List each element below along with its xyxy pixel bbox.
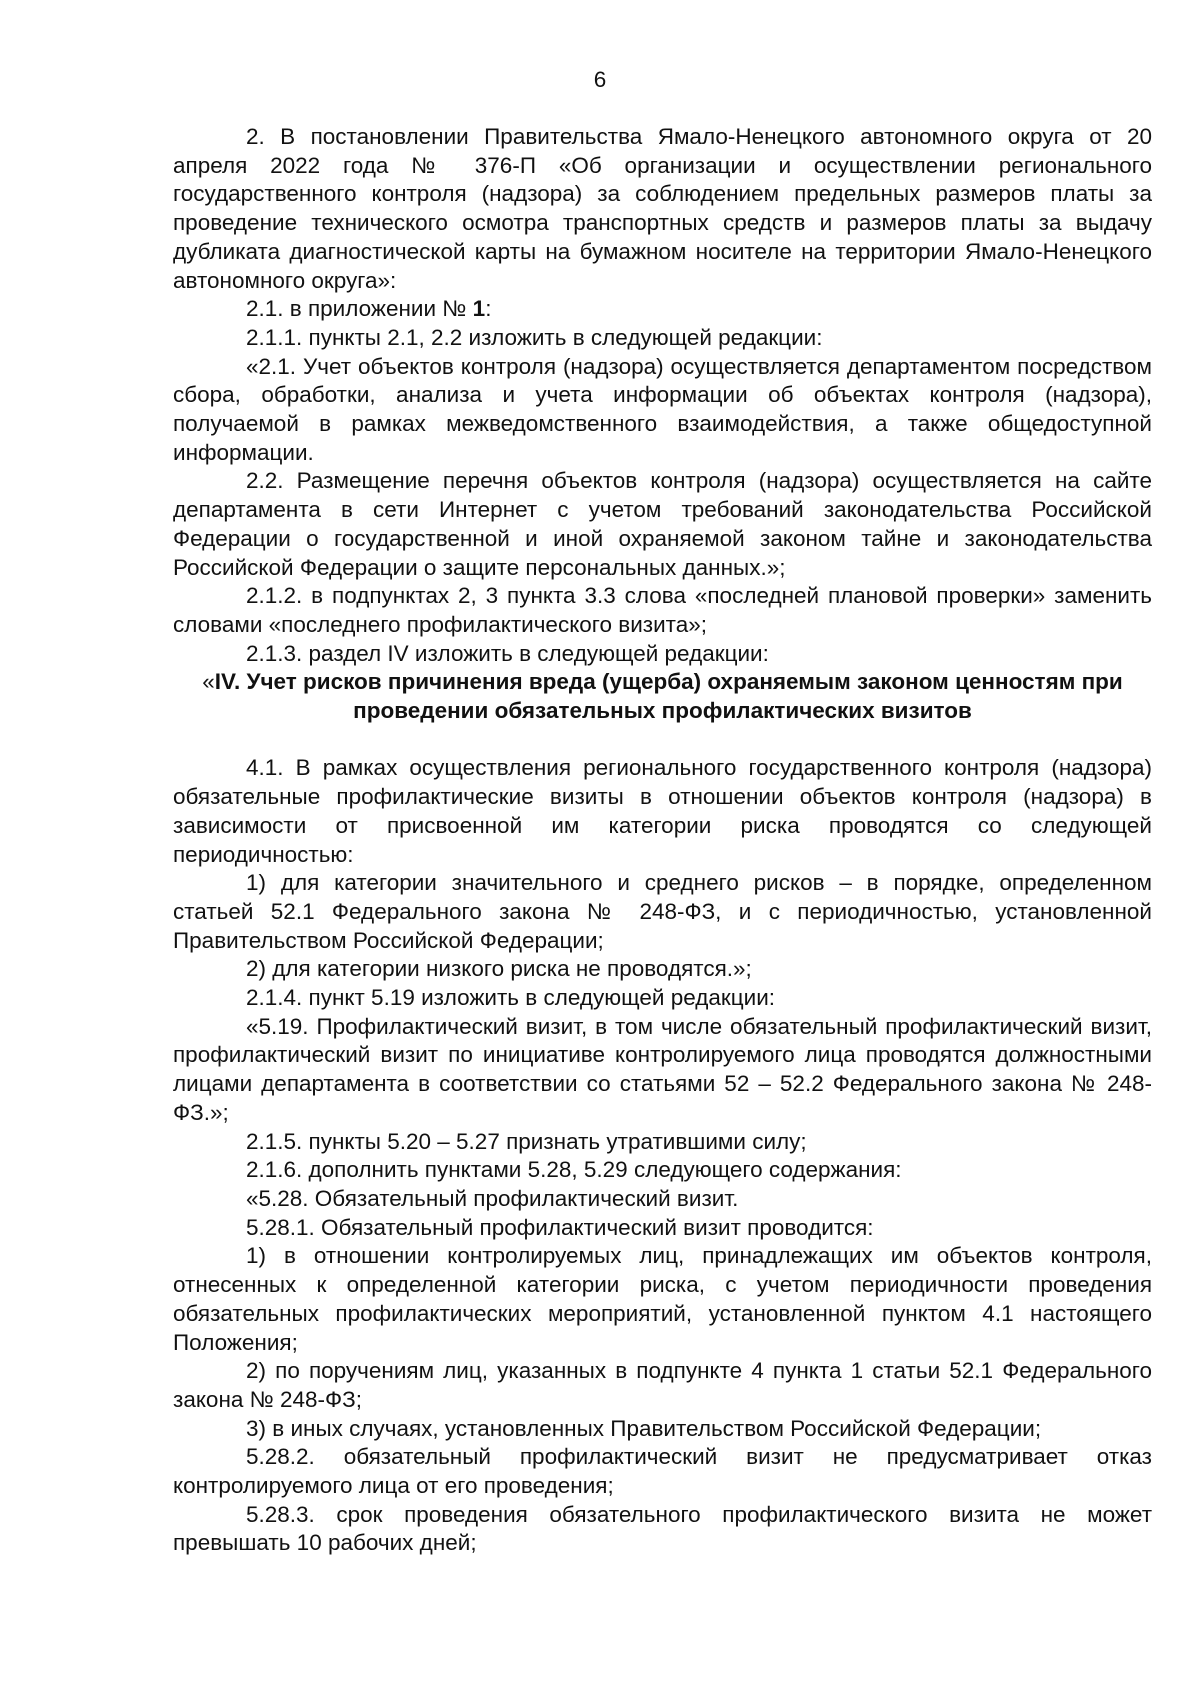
paragraph: 2) для категории низкого риска не проводятся.»; — [246, 956, 752, 982]
paragraph: 4.1. В рамках осуществления регионального государственного контроля (надзора) обязательные профилактические визиты в отношении объектов контроля (надзора) в зависимости от присвоенной им категории риска проводятся со следующей периодичностью: — [173, 755, 1152, 867]
paragraph: 2.1.3. раздел IV изложить в следующей редакции: — [246, 640, 769, 666]
section-heading — [173, 668, 1152, 725]
paragraph: 1) в отношении контролируемых лиц, принадлежащих им объектов контроля, отнесенных к определенной категории риска, с учетом периодичности проведения обязательных профилактических мероприятий, установленной пунктом 4.1 настоящего Положения; — [173, 1243, 1152, 1355]
paragraph: 2.1.2. в подпунктах 2, 3 пункта 3.3 слова «последней плановой проверки» заменить словами «последнего профилактического визита»; — [173, 583, 1152, 637]
paragraph: 2.1.6. дополнить пунктами 5.28, 5.29 следующего содержания: — [246, 1157, 902, 1183]
paragraph-appendix — [173, 295, 1152, 324]
paragraph: 2.1.4. пункт 5.19 изложить в следующей редакции: — [246, 985, 776, 1011]
paragraph: 2.1.1. пункты 2.1, 2.2 изложить в следующей редакции: — [246, 324, 823, 350]
paragraph: «5.19. Профилактический визит, в том числе обязательный профилактический визит, профилактический визит по инициативе контролируемого лица проводятся должностными лицами департамента в соответствии со статьями 52 – 52.2 Федерального закона № 248-ФЗ.»; — [173, 1013, 1152, 1125]
paragraph: 3) в иных случаях, установленных Правительством Российской Федерации; — [246, 1415, 1042, 1441]
paragraph: 2. В постановлении Правительства Ямало-Ненецкого автономного округа от 20 апреля 2022 года № 376-П «Об организации и осуществлении регионального государственного контроля (надзора) за соблюдением предельных размеров платы за проведение технического осмотра транспортных средств и размеров платы за выдачу дубликата диагностической карты на бумажном носителе на территории Ямало-Ненецкого автономного округа»: — [173, 124, 1152, 293]
paragraph: 2.2. Размещение перечня объектов контроля (надзора) осуществляется на сайте департамента в сети Интернет с учетом требований законодательства Российской Федерации о государственной и иной охраняемой законом тайне и законодательства Российской Федерации о защите персональных данных.»; — [173, 468, 1152, 580]
heading-quote: « — [202, 669, 215, 695]
paragraph: 2) по поручениям лиц, указанных в подпункте 4 пункта 1 статьи 52.1 Федерального закона № 248-ФЗ; — [173, 1358, 1152, 1412]
paragraph: 5.28.2. обязательный профилактический визит не предусматривает отказ контролируемого лица от его проведения; — [173, 1444, 1152, 1499]
paragraph: 1) для категории значительного и среднего рисков – в порядке, определенном статьей 52.1 Федерального закона № 248-ФЗ, и с периодичностью, установленной Правительством Российской Федерации; — [173, 870, 1152, 953]
paragraph: «2.1. Учет объектов контроля (надзора) осуществляется департаментом посредством сбора, обработки, анализа и учета информации об объектах контроля (надзора), получаемой в рамках межведомственного взаимодействия, а также общедоступной информации. — [173, 353, 1152, 465]
paragraph: 5.28.3. срок проведения обязательного профилактического визита не может превышать 10 рабочих дней; — [173, 1501, 1152, 1556]
paragraph-text: 2.1. в приложении № — [246, 296, 473, 322]
appendix-suffix: : — [485, 296, 492, 322]
page-number: 6 — [593, 67, 607, 92]
document-body — [173, 123, 1152, 1558]
paragraph: 5.28.1. Обязательный профилактический визит проводится: — [246, 1214, 874, 1240]
paragraph: 2.1.5. пункты 5.20 – 5.27 признать утратившими силу; — [246, 1128, 807, 1154]
paragraph: «5.28. Обязательный профилактический визит. — [246, 1186, 739, 1211]
heading-text: IV. Учет рисков причинения вреда (ущерба) охраняемым законом ценностям при проведении обязательных профилактических визитов — [214, 669, 1123, 724]
appendix-number: 1 — [472, 296, 486, 322]
